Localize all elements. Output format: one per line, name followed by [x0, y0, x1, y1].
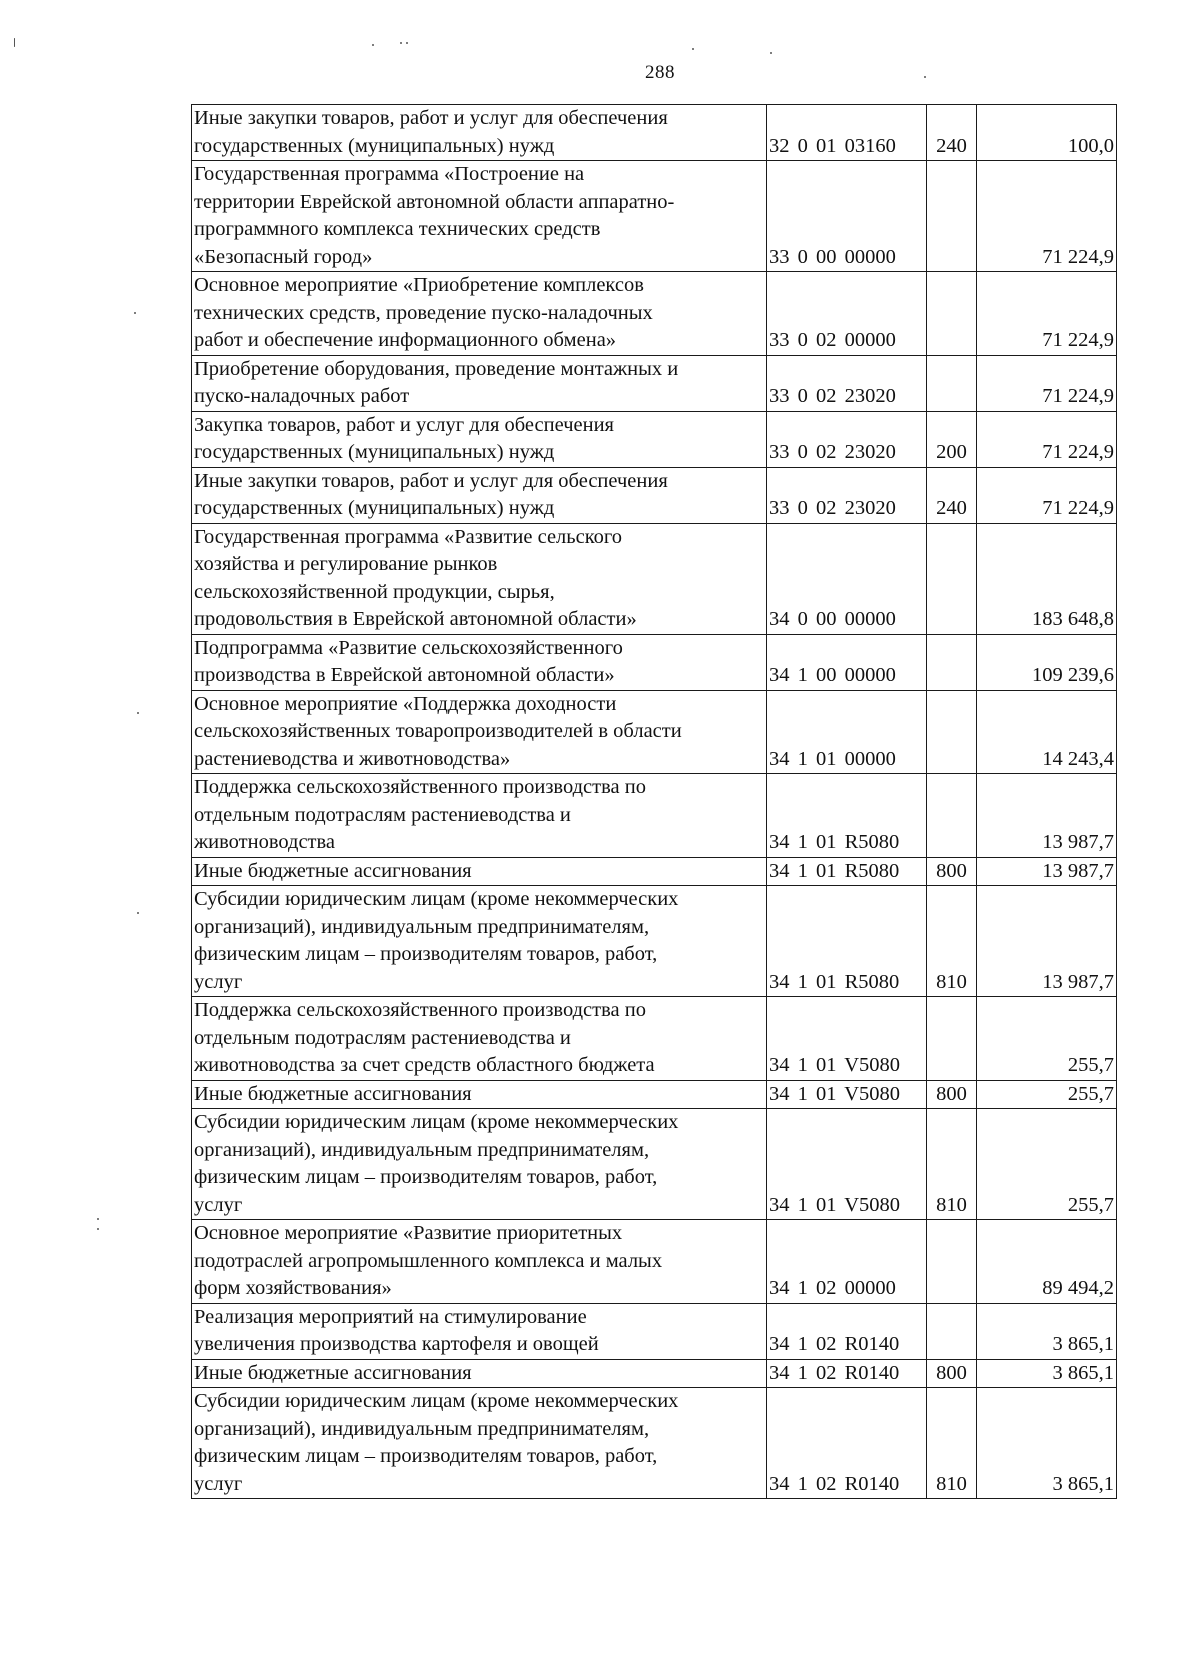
row-code-cell: 34 1 01 R5080 [767, 774, 927, 858]
row-amount-cell: 71 224,9 [977, 161, 1117, 272]
row-code-cell: 33 0 02 23020 [767, 355, 927, 411]
row-name-line: Иные бюджетные ассигнования [194, 1361, 472, 1384]
table-row [192, 1388, 1117, 1499]
table-row [192, 467, 1117, 523]
scan-speck [97, 1228, 99, 1230]
budget-table [191, 104, 1117, 1499]
row-code-cell: 33 0 02 23020 [767, 467, 927, 523]
row-code-cell: 34 1 01 R5080 [767, 886, 927, 997]
row-amount-cell: 3 865,1 [977, 1303, 1117, 1359]
row-amount-cell: 89 494,2 [977, 1220, 1117, 1304]
row-code-cell: 34 1 01 R5080 [767, 857, 927, 886]
row-name-cell [192, 467, 767, 523]
row-amount-cell: 13 987,7 [977, 774, 1117, 858]
row-type-cell: 800 [927, 857, 977, 886]
row-name-line: Поддержка сельскохозяйственного производства по [194, 776, 646, 798]
scan-speck [400, 42, 402, 44]
scan-speck [692, 48, 694, 50]
row-type-cell: 810 [927, 1109, 977, 1220]
row-name-cell [192, 857, 767, 886]
row-amount-cell: 3 865,1 [977, 1359, 1117, 1388]
row-amount-cell: 71 224,9 [977, 355, 1117, 411]
row-name-line: отдельным подотраслям растениеводства и [194, 1026, 571, 1049]
row-name-line: Основное мероприятие «Приобретение комплексов [194, 274, 644, 296]
scan-speck [137, 912, 139, 914]
row-name-cell [192, 355, 767, 411]
row-code-cell: 34 1 01 00000 [767, 690, 927, 774]
row-name-line: физическим лицам – производителям товаров, работ, [194, 1445, 658, 1467]
row-name-line: увеличения производства картофеля и овощей [194, 1333, 599, 1355]
table-row [192, 774, 1117, 858]
row-name-cell [192, 161, 767, 272]
row-name-line: сельскохозяйственных товаропроизводителей в области [194, 720, 682, 742]
row-type-cell: 240 [927, 467, 977, 523]
row-type-cell [927, 774, 977, 858]
budget-table-body [192, 105, 1117, 1499]
row-name-line: форм хозяйствования» [194, 1277, 392, 1299]
scan-speck [14, 38, 15, 47]
scan-speck [134, 312, 136, 314]
row-code-cell: 33 0 00 00000 [767, 161, 927, 272]
row-name-line: работ и обеспечение информационного обмена» [194, 329, 617, 351]
row-name-line: Приобретение оборудования, проведение монтажных и [194, 357, 679, 380]
table-row [192, 1220, 1117, 1304]
row-name-line: растениеводства и животноводства» [194, 747, 511, 770]
row-amount-cell: 71 224,9 [977, 272, 1117, 356]
row-name-line: государственных (муниципальных) нужд [194, 441, 555, 463]
row-name-cell [192, 272, 767, 356]
scan-speck [137, 712, 139, 714]
row-type-cell [927, 997, 977, 1081]
row-name-line: Субсидии юридическим лицам (кроме некоммерческих [194, 1111, 679, 1133]
row-amount-cell: 14 243,4 [977, 690, 1117, 774]
table-row [192, 355, 1117, 411]
row-code-cell: 34 1 02 R0140 [767, 1388, 927, 1499]
row-amount-cell: 100,0 [977, 105, 1117, 161]
row-name-line: пуско-наладочных работ [194, 385, 410, 407]
row-amount-cell: 255,7 [977, 1080, 1117, 1109]
table-row [192, 523, 1117, 634]
row-code-cell: 34 0 00 00000 [767, 523, 927, 634]
row-name-line: Подпрограмма «Развитие сельскохозяйственного [194, 636, 623, 659]
row-name-line: Государственная программа «Развитие сельского [194, 525, 623, 548]
row-amount-cell: 255,7 [977, 997, 1117, 1081]
row-amount-cell: 13 987,7 [977, 886, 1117, 997]
row-code-cell: 34 1 01 V5080 [767, 997, 927, 1081]
row-amount-cell: 13 987,7 [977, 857, 1117, 886]
row-name-line: Субсидии юридическим лицам (кроме некоммерческих [194, 888, 679, 910]
row-name-line: производства в Еврейской автономной области» [194, 664, 615, 686]
row-amount-cell: 3 865,1 [977, 1388, 1117, 1499]
row-name-line: Закупка товаров, работ и услуг для обеспечения [194, 413, 614, 436]
row-name-line: отдельным подотраслям растениеводства и [194, 803, 571, 826]
row-name-line: животноводства за счет средств областного бюджета [194, 1054, 655, 1076]
table-row [192, 886, 1117, 997]
row-name-line: физическим лицам – производителям товаров, работ, [194, 1166, 658, 1188]
row-name-line: организаций), индивидуальным предпринимателям, [194, 1138, 650, 1161]
row-name-cell [192, 774, 767, 858]
row-type-cell: 240 [927, 105, 977, 161]
row-name-cell [192, 411, 767, 467]
table-row [192, 1303, 1117, 1359]
table-row [192, 161, 1117, 272]
row-code-cell: 34 1 00 00000 [767, 634, 927, 690]
row-amount-cell: 183 648,8 [977, 523, 1117, 634]
row-name-line: Иные бюджетные ассигнования [194, 1082, 472, 1105]
row-name-cell [192, 1220, 767, 1304]
row-amount-cell: 71 224,9 [977, 467, 1117, 523]
row-name-line: сельскохозяйственной продукции, сырья, [194, 580, 555, 603]
row-type-cell [927, 690, 977, 774]
row-name-line: организаций), индивидуальным предпринимателям, [194, 1417, 650, 1440]
row-name-line: Иные закупки товаров, работ и услуг для обеспечения [194, 107, 668, 129]
row-name-line: территории Еврейской автономной области аппаратно- [194, 190, 675, 213]
row-name-cell [192, 523, 767, 634]
row-name-line: услуг [194, 970, 243, 993]
row-name-line: программного комплекса технических средств [194, 218, 601, 240]
row-name-cell [192, 1109, 767, 1220]
row-code-cell: 32 0 01 03160 [767, 105, 927, 161]
row-name-line: физическим лицам – производителям товаров, работ, [194, 943, 658, 965]
row-type-cell: 800 [927, 1080, 977, 1109]
row-name-line: государственных (муниципальных) нужд [194, 134, 555, 157]
row-name-line: продовольствия в Еврейской автономной области» [194, 608, 637, 630]
row-name-cell [192, 1303, 767, 1359]
table-row [192, 997, 1117, 1081]
scan-speck [372, 44, 374, 46]
row-code-cell: 34 1 02 00000 [767, 1220, 927, 1304]
row-name-line: организаций), индивидуальным предпринимателям, [194, 915, 650, 938]
row-name-line: Иные бюджетные ассигнования [194, 859, 472, 882]
row-type-cell: 810 [927, 1388, 977, 1499]
row-name-cell [192, 105, 767, 161]
row-name-cell [192, 1080, 767, 1109]
table-row [192, 1359, 1117, 1388]
row-type-cell: 810 [927, 886, 977, 997]
scan-speck [770, 52, 772, 54]
row-name-cell [192, 1359, 767, 1388]
row-name-line: Поддержка сельскохозяйственного производства по [194, 999, 646, 1021]
row-code-cell: 34 1 02 R0140 [767, 1303, 927, 1359]
row-amount-cell: 71 224,9 [977, 411, 1117, 467]
row-name-line: Иные закупки товаров, работ и услуг для обеспечения [194, 469, 668, 492]
table-row [192, 690, 1117, 774]
row-type-cell [927, 1220, 977, 1304]
row-code-cell: 34 1 02 R0140 [767, 1359, 927, 1388]
row-name-line: Реализация мероприятий на стимулирование [194, 1305, 587, 1328]
row-name-cell [192, 634, 767, 690]
row-name-line: Основное мероприятие «Развитие приоритетных [194, 1222, 623, 1244]
row-type-cell: 200 [927, 411, 977, 467]
row-name-line: «Безопасный город» [194, 245, 373, 268]
row-name-cell [192, 886, 767, 997]
row-type-cell [927, 1303, 977, 1359]
scan-speck [97, 1218, 99, 1220]
row-name-line: услуг [194, 1193, 243, 1216]
page-number: 288 [645, 62, 675, 83]
scan-speck [924, 76, 926, 78]
row-type-cell [927, 523, 977, 634]
table-row [192, 634, 1117, 690]
scan-speck [406, 42, 408, 44]
row-code-cell: 33 0 02 00000 [767, 272, 927, 356]
table-row [192, 857, 1117, 886]
row-name-line: хозяйства и регулирование рынков [194, 553, 498, 575]
table-row [192, 411, 1117, 467]
row-name-line: услуг [194, 1472, 243, 1495]
row-code-cell: 34 1 01 V5080 [767, 1109, 927, 1220]
row-name-line: животноводства [194, 831, 336, 853]
table-row [192, 105, 1117, 161]
row-name-line: технических средств, проведение пуско-наладочных [194, 301, 653, 324]
row-code-cell: 33 0 02 23020 [767, 411, 927, 467]
row-name-line: подотраслей агропромышленного комплекса и малых [194, 1249, 663, 1272]
row-name-line: государственных (муниципальных) нужд [194, 497, 555, 519]
row-type-cell: 800 [927, 1359, 977, 1388]
row-amount-cell: 109 239,6 [977, 634, 1117, 690]
table-row [192, 1080, 1117, 1109]
row-name-line: Субсидии юридическим лицам (кроме некоммерческих [194, 1390, 679, 1412]
row-type-cell [927, 272, 977, 356]
table-row [192, 272, 1117, 356]
row-name-line: Государственная программа «Построение на [194, 163, 585, 185]
row-name-cell [192, 997, 767, 1081]
row-type-cell [927, 161, 977, 272]
row-name-cell [192, 1388, 767, 1499]
table-row [192, 1109, 1117, 1220]
row-type-cell [927, 634, 977, 690]
row-code-cell: 34 1 01 V5080 [767, 1080, 927, 1109]
row-amount-cell: 255,7 [977, 1109, 1117, 1220]
row-name-cell [192, 690, 767, 774]
row-name-line: Основное мероприятие «Поддержка доходности [194, 692, 617, 715]
row-type-cell [927, 355, 977, 411]
